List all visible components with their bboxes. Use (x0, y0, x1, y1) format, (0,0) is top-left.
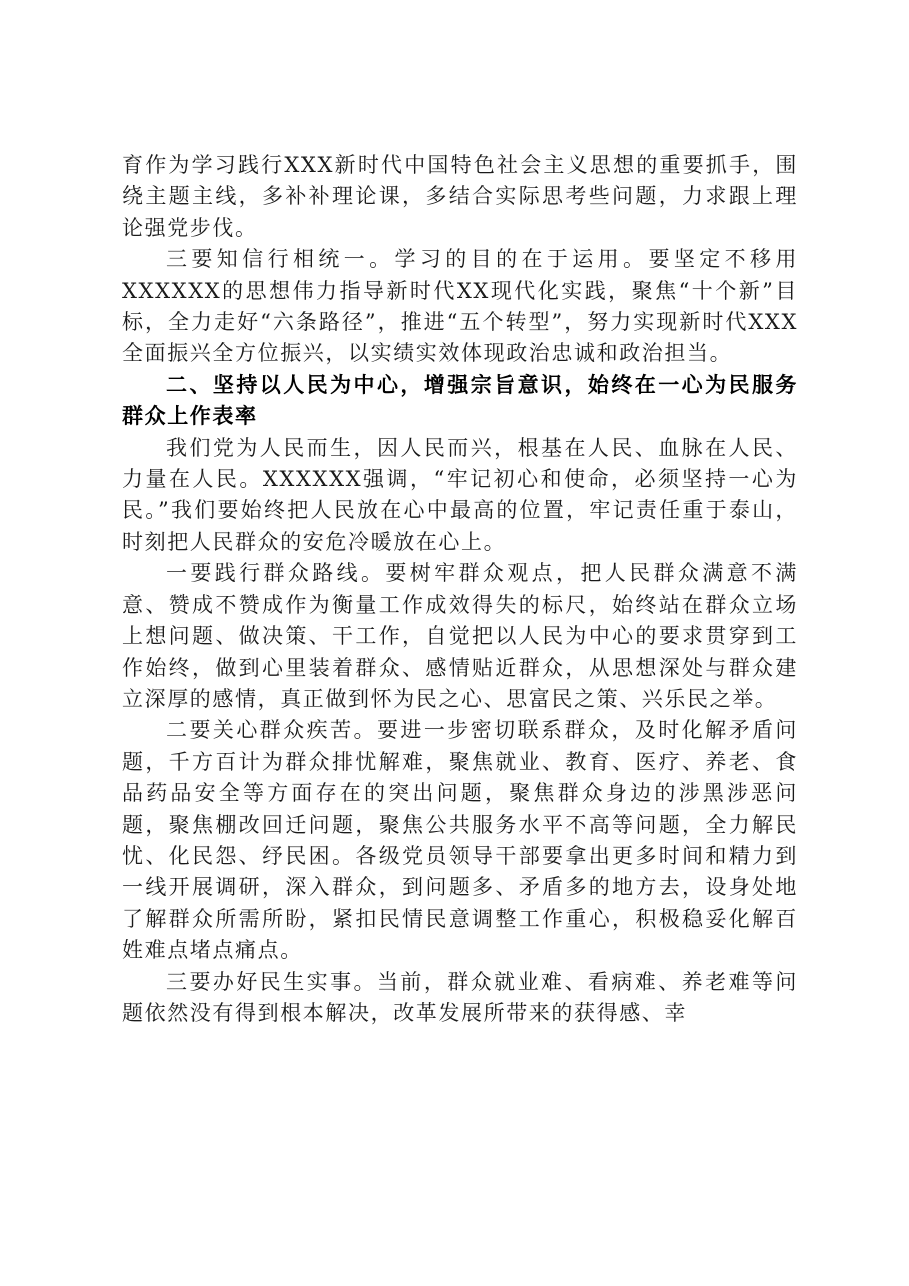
paragraph-mass-line: 一要践行群众路线。要树牢群众观点，把人民群众满意不满意、赞成不赞成作为衡量工作成效得失的标尺，始终站在群众立场上想问题、做决策、干工作，自觉把以人民为中心的要求贯穿到工作始终，做到心里装着群众、感情贴近群众，从思想深处与群众建立深厚的感情，真正做到怀为民之心、思富民之策、兴乐民之举。 (122, 561, 798, 711)
paragraph-livelihood: 三要办好民生实事。当前，群众就业难、看病难、养老难等问题依然没有得到根本解决，改革发展所带来的获得感、幸 (122, 969, 798, 1025)
paragraph-continuation: 育作为学习践行XXX新时代中国特色社会主义思想的重要抓手，围绕主题主线，多补补理论课，多结合实际思考些问题，力求跟上理论强党步伐。 (122, 153, 798, 240)
paragraph-people-centered: 我们党为人民而生，因人民而兴，根基在人民、血脉在人民、力量在人民。XXXXXX强调，“牢记初心和使命，必须坚持一心为民。”我们要始终把人民放在心中最高的位置，牢记责任重于泰山，时刻把人民群众的安危冷暖放在心上。 (122, 435, 798, 554)
paragraph-knowledge-action: 三要知信行相统一。学习的目的在于运用。要坚定不移用XXXXXX的思想伟力指导新时代XX现代化实践，聚焦“十个新”目标，全力走好“六条路径”，推进“五个转型”，努力实现新时代XXX全面振兴全方位振兴，以实绩实效体现政治忠诚和政治担当。 (122, 247, 798, 366)
document-page (122, 150, 798, 1029)
section-heading-two: 二、坚持以人民为中心，增强宗旨意识，始终在一心为民服务群众上作表率 (122, 372, 798, 429)
paragraph-care-hardships: 二要关心群众疾苦。要进一步密切联系群众，及时化解矛盾问题，千方百计为群众排忧解难，聚焦就业、教育、医疗、养老、食品药品安全等方面存在的突出问题，聚焦群众身边的涉黑涉恶问题，聚焦棚改回迁问题，聚焦公共服务水平不高等问题，全力解民忧、化民怨、纾民困。各级党员领导干部要拿出更多时间和精力到一线开展调研，深入群众，到问题多、矛盾多的地方去，设身处地了解群众所需所盼，紧扣民情民意调整工作重心，积极稳妥化解百姓难点堵点痛点。 (122, 718, 798, 963)
